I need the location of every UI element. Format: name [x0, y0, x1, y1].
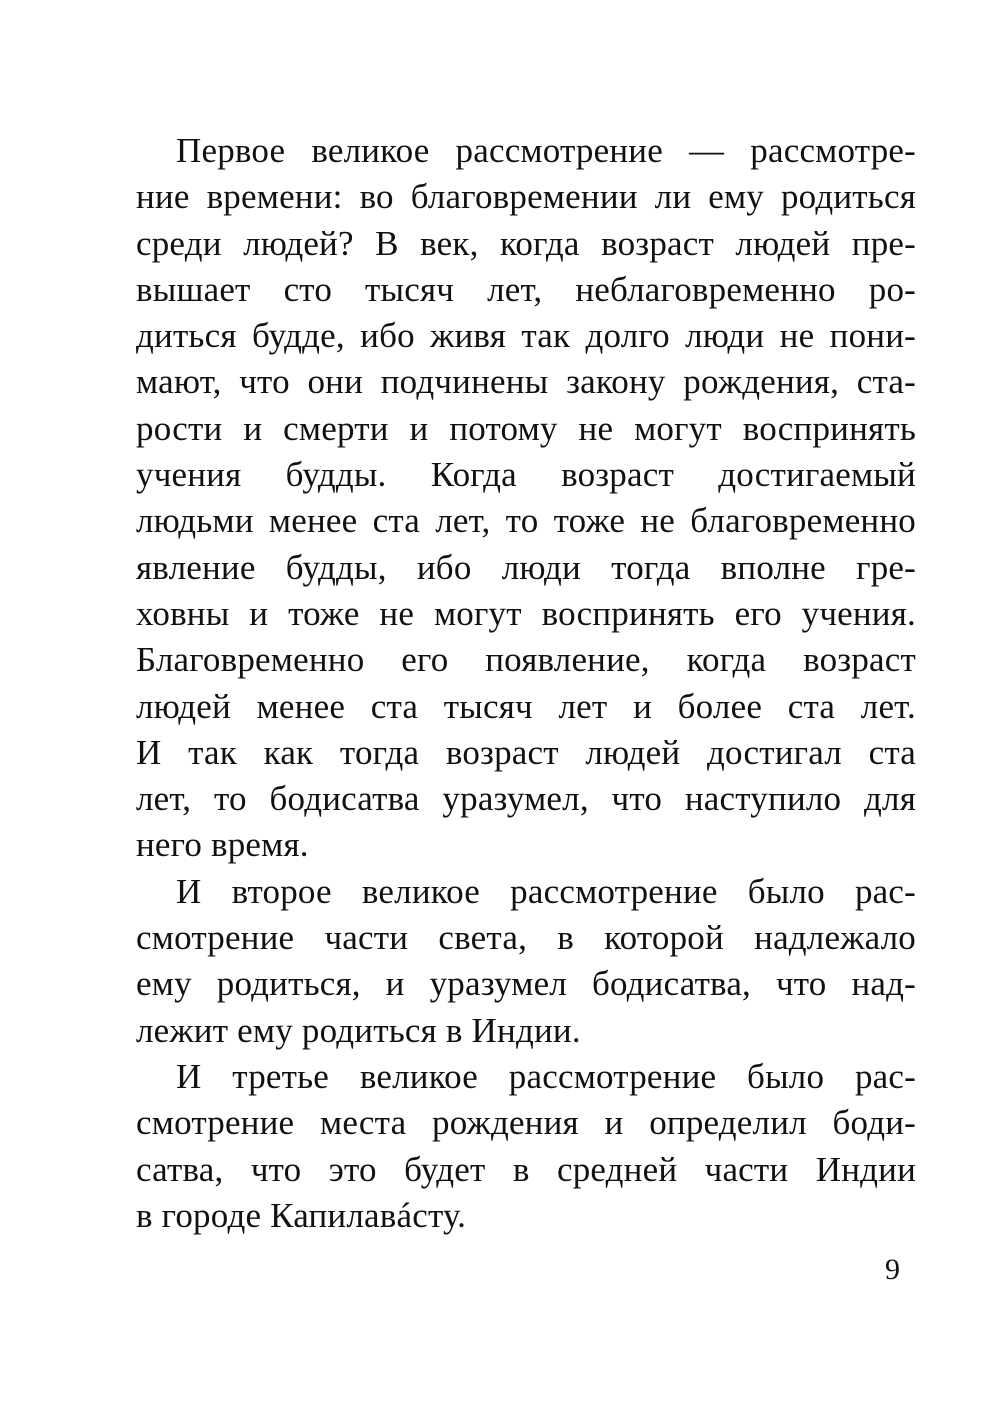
text-line: лежит ему родиться в Индии. — [136, 1010, 581, 1050]
text-line: диться будде, ибо живя так долго люди не пони- — [136, 316, 916, 356]
page-number: 9 — [885, 1253, 900, 1286]
text-line: вышает сто тысяч лет, неблаговременно ро- — [136, 269, 916, 309]
text-line: лет, то бодисатва уразумел, что наступило для — [136, 779, 916, 819]
text-line: ему родиться, и уразумел бодисатва, что над- — [136, 964, 916, 1004]
text-line: сатва, что это будет в средней части Индии — [136, 1149, 916, 1189]
text-line: рости и смерти и потому не могут воспринять — [136, 408, 916, 448]
text-line: него время. — [136, 825, 309, 865]
text-line: людьми менее ста лет, то тоже не благовременно — [136, 501, 916, 541]
text-line: среди людей? В век, когда возраст людей пре- — [136, 223, 916, 263]
text-line: И так как тогда возраст людей достигал ста — [136, 732, 916, 772]
paragraph-place — [136, 869, 916, 1054]
text-line: Первое великое рассмотрение — рассмотре- — [176, 131, 916, 170]
text-line: И второе великое рассмотрение было рас- — [176, 871, 916, 911]
text-line: явление будды, ибо люди тогда вполне гре- — [136, 547, 916, 587]
paragraph-birthplace — [136, 1054, 916, 1239]
paragraph-time — [136, 128, 916, 869]
text-line: в городе Капилавáсту. — [136, 1195, 467, 1235]
text-line: смотрение части света, в которой надлежало — [136, 918, 916, 958]
text-line: И третье великое рассмотрение было рас- — [176, 1056, 916, 1096]
text-line: ние времени: во благовремении ли ему родиться — [136, 177, 916, 217]
text-line: мают, что они подчинены закону рождения, ста- — [136, 362, 916, 402]
text-line: смотрение места рождения и определил боди- — [136, 1103, 916, 1143]
text-line: Благовременно его появление, когда возраст — [136, 640, 916, 680]
body-text — [136, 128, 916, 1239]
text-line: ховны и тоже не могут воспринять его учения. — [136, 593, 916, 633]
text-line: учения будды. Когда возраст достигаемый — [136, 455, 916, 495]
text-line: людей менее ста тысяч лет и более ста лет. — [136, 686, 916, 726]
